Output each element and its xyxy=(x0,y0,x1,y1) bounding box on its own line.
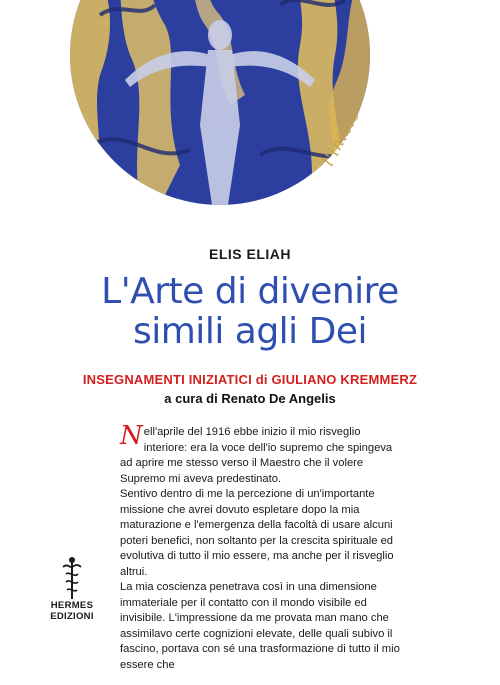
paragraph-1-text: ell'aprile del 1916 ebbe inizio il mio risveglio interiore: era la voce dell'io supremo che spingeva ad aprire me stesso verso il Maestro che il volere Supremo mi aveva predestinato. xyxy=(120,426,393,485)
title-line-2: simili agli Dei xyxy=(132,311,367,352)
title-line-1: L'Arte di divenire xyxy=(101,271,399,312)
author-name: ELIS ELIAH xyxy=(208,246,291,262)
drop-cap: N xyxy=(120,421,143,451)
caduceus-icon xyxy=(61,556,83,600)
curator-line: a cura di Renato De Angelis xyxy=(164,391,336,406)
paragraph-1 xyxy=(120,421,400,487)
book-title xyxy=(0,272,500,352)
publisher-name-line-1: HERMES xyxy=(50,600,94,611)
paragraph-2: Sentivo dentro di me la percezione di un'importante missione che avrei dovuto espletare dopo la mia maturazione e l'emergenza della facoltà di usare alcuni poteri benefici, non soltanto per la crescita spirituale ed evolutiva di tutto il mio essere, ma anche per il risveglio altrui. xyxy=(120,488,394,578)
publisher-block xyxy=(44,556,100,622)
excerpt-text xyxy=(120,421,400,673)
series-label: l'inizio xyxy=(318,106,364,169)
cover-artwork xyxy=(70,0,370,205)
paragraph-3: La mia coscienza penetrava così in una dimensione immateriale per il contatto con il mondo visibile ed invisibile. L'impressione da me provata man mano che assimilavo certe cognizioni elevate, delle quali subivo il fascino, portava con sé una trasformazione di tutto il mio essere che xyxy=(120,581,400,671)
artwork-illustration xyxy=(70,0,370,205)
publisher-name-line-2: EDIZIONI xyxy=(50,611,94,622)
subtitle: INSEGNAMENTI INIZIATICI di GIULIANO KREMMERZ xyxy=(82,372,418,387)
